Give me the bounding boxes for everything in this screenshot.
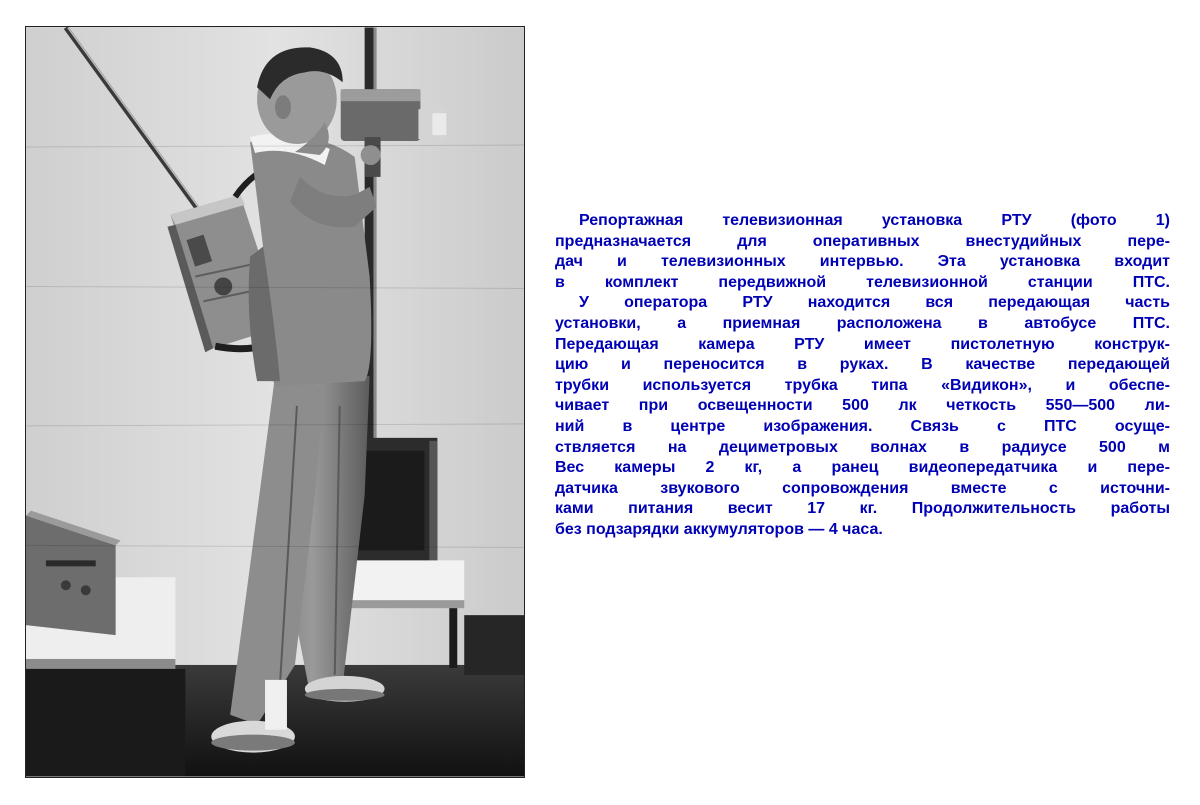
historical-photo: [25, 26, 525, 778]
text-line: без подзарядки аккумуляторов — 4 часа.: [555, 520, 883, 538]
text-line: Вес камеры 2 кг, а ранец видеопередатчика и пере-: [555, 459, 1170, 477]
text-line: ний в центре изображения. Связь с ПТС осуще-: [555, 417, 1170, 435]
text-line: цию и переносится в руках. В качестве передающей: [555, 356, 1170, 374]
text-line: установки, а приемная расположена в автобусе ПТС.: [555, 314, 1170, 332]
photo-illustration: [26, 27, 524, 777]
text-line: ствляется на дециметровых волнах в радиусе 500 м: [555, 438, 1170, 456]
text-line: Репортажная телевизионная установка РТУ (фото 1): [579, 212, 1170, 229]
article-text: [555, 211, 1170, 541]
text-line: Передающая камера РТУ имеет пистолетную конструк-: [555, 335, 1170, 353]
text-line: У оператора РТУ находится вся передающая часть: [579, 294, 1170, 312]
text-line: датчика звукового сопровождения вместе с источни-: [555, 479, 1170, 497]
text-line: в комплект передвижной телевизионной станции ПТС.: [555, 273, 1170, 291]
text-line: дач и телевизионных интервью. Эта установка входит: [555, 253, 1170, 271]
text-line: ками питания весит 17 кг. Продолжительность работы: [555, 500, 1170, 518]
text-line: предназначается для оперативных внестудийных пере-: [555, 232, 1170, 250]
text-line: чивает при освещенности 500 лк четкость 550—500 ли-: [555, 397, 1170, 415]
text-line: трубки используется трубка типа «Видикон», и обеспе-: [555, 376, 1170, 394]
